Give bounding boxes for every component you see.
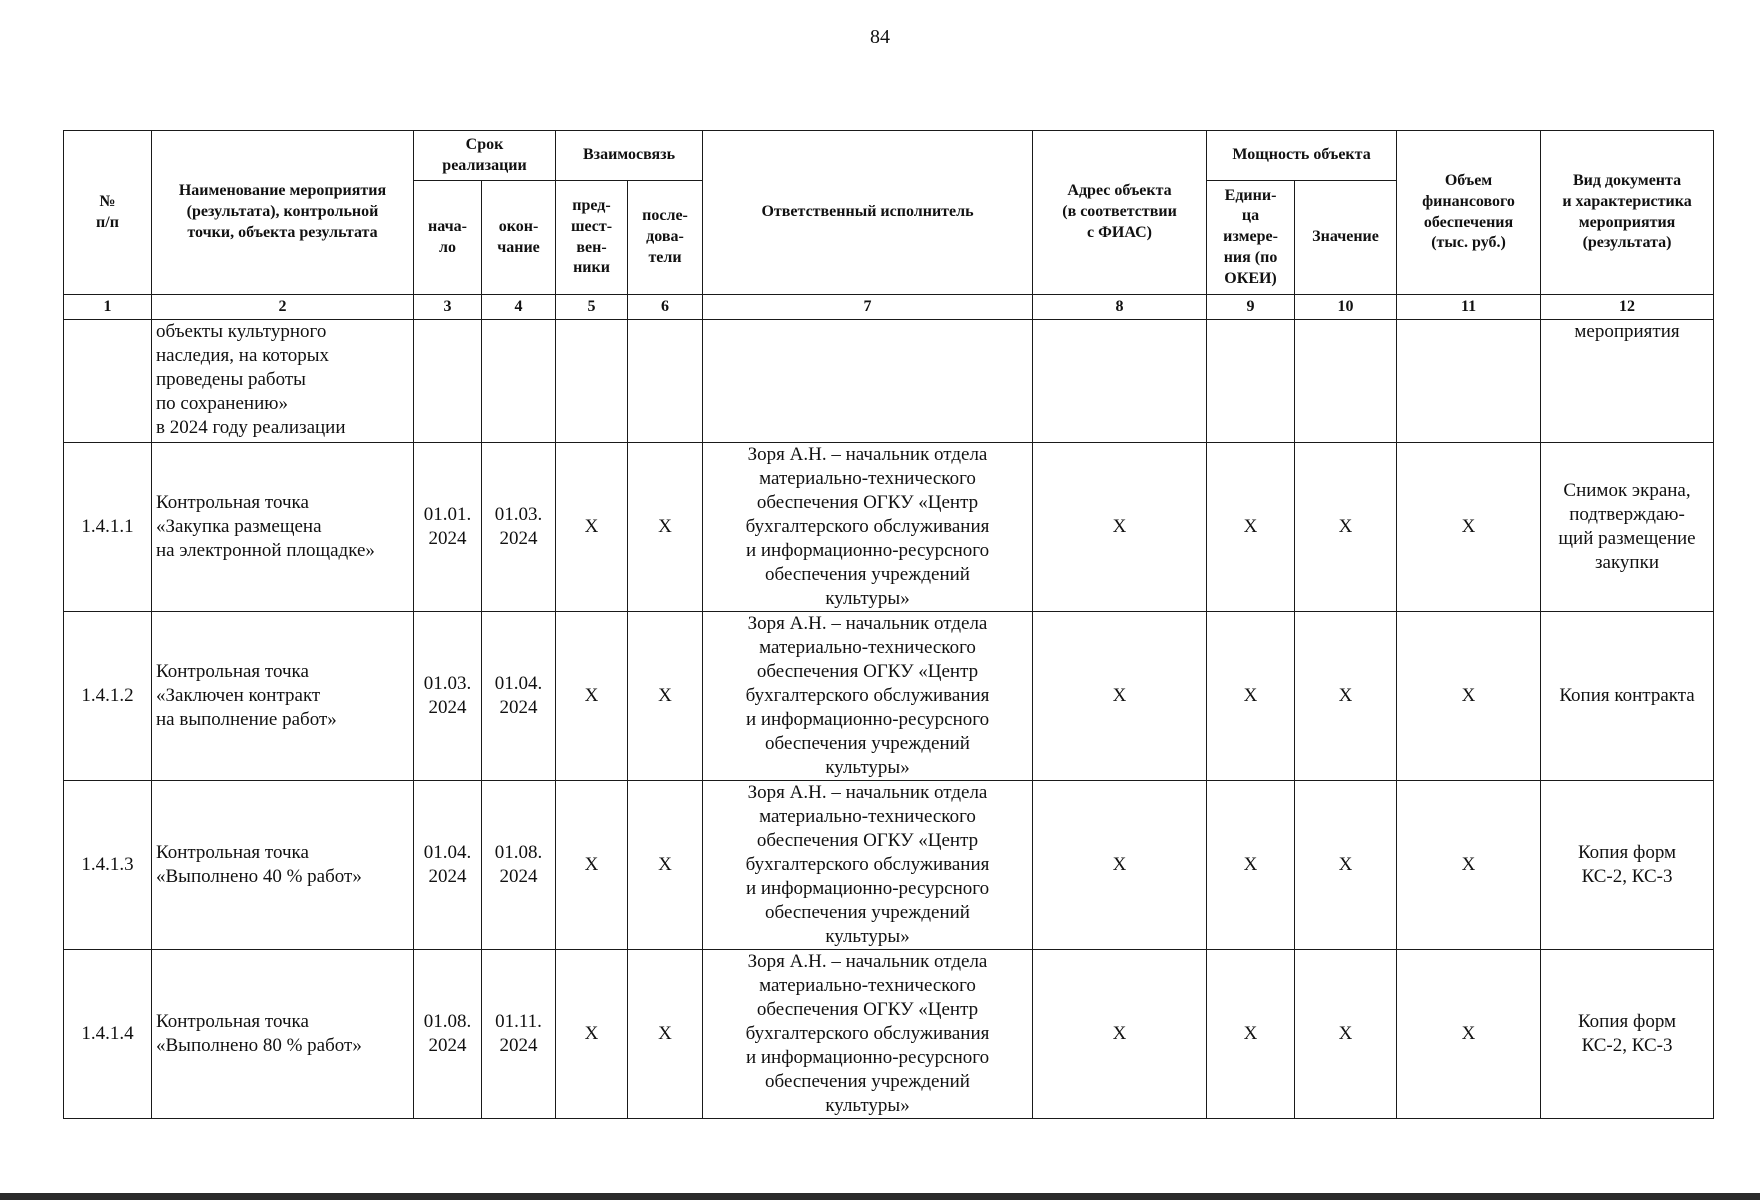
header-term-start: нача- ло: [414, 181, 482, 295]
cell-succ: X: [628, 781, 703, 950]
header-unit: Едини- ца измере- ния (по ОКЕИ): [1207, 181, 1295, 295]
cell-succ: [628, 320, 703, 443]
table-row: [64, 612, 1714, 781]
column-number: 8: [1033, 295, 1207, 320]
cell-doc: мероприятия: [1541, 320, 1714, 443]
cell-funding: X: [1397, 612, 1541, 781]
header-name: Наименование мероприятия (результата), контрольной точки, объекта результата: [152, 131, 414, 295]
header-term: Срок реализации: [414, 131, 556, 181]
cell-end: [482, 320, 556, 443]
cell-end: 01.03. 2024: [482, 443, 556, 612]
header-responsible: Ответственный исполнитель: [703, 131, 1033, 295]
cell-unit: X: [1207, 950, 1295, 1119]
cell-doc: Копия форм КС-2, КС-3: [1541, 950, 1714, 1119]
cell-end: 01.08. 2024: [482, 781, 556, 950]
cell-start: [414, 320, 482, 443]
cell-address: X: [1033, 950, 1207, 1119]
header-link: Взаимосвязь: [556, 131, 703, 181]
cell-value: X: [1295, 950, 1397, 1119]
table-row: [64, 781, 1714, 950]
cell-num: 1.4.1.1: [64, 443, 152, 612]
scan-edge-band: [0, 1193, 1760, 1200]
continuation-row: [64, 320, 1714, 443]
cell-address: X: [1033, 443, 1207, 612]
header-link-succ: после- дова- тели: [628, 181, 703, 295]
cell-value: X: [1295, 443, 1397, 612]
cell-value: X: [1295, 612, 1397, 781]
schedule-table: [63, 130, 1714, 1119]
cell-pred: X: [556, 781, 628, 950]
cell-succ: X: [628, 950, 703, 1119]
cell-end: 01.11. 2024: [482, 950, 556, 1119]
cell-funding: X: [1397, 443, 1541, 612]
column-number: 11: [1397, 295, 1541, 320]
column-number: 5: [556, 295, 628, 320]
cell-num: [64, 320, 152, 443]
cell-doc: Копия контракта: [1541, 612, 1714, 781]
header-num: № п/п: [64, 131, 152, 295]
column-number: 3: [414, 295, 482, 320]
cell-succ: X: [628, 612, 703, 781]
cell-address: X: [1033, 781, 1207, 950]
cell-funding: X: [1397, 950, 1541, 1119]
cell-responsible: Зоря А.Н. – начальник отдела материально-технического обеспечения ОГКУ «Центр бухгалтерского обслуживания и информационно-ресурсного обеспечения учреждений культуры»: [703, 781, 1033, 950]
header-address: Адрес объекта (в соответствии с ФИАС): [1033, 131, 1207, 295]
cell-responsible: [703, 320, 1033, 443]
cell-pred: X: [556, 443, 628, 612]
cell-start: 01.04. 2024: [414, 781, 482, 950]
cell-name: Контрольная точка «Выполнено 80 % работ»: [152, 950, 414, 1119]
column-number-row: [64, 295, 1714, 320]
column-number: 1: [64, 295, 152, 320]
cell-doc: Снимок экрана, подтверждаю- щий размещение закупки: [1541, 443, 1714, 612]
table-row: [64, 950, 1714, 1119]
cell-name: объекты культурного наследия, на которых проведены работы по сохранению» в 2024 году реализации: [152, 320, 414, 443]
column-number: 7: [703, 295, 1033, 320]
header-term-end: окон- чание: [482, 181, 556, 295]
column-number: 2: [152, 295, 414, 320]
column-number: 10: [1295, 295, 1397, 320]
column-number: 4: [482, 295, 556, 320]
cell-num: 1.4.1.4: [64, 950, 152, 1119]
cell-doc: Копия форм КС-2, КС-3: [1541, 781, 1714, 950]
cell-responsible: Зоря А.Н. – начальник отдела материально-технического обеспечения ОГКУ «Центр бухгалтерского обслуживания и информационно-ресурсного обеспечения учреждений культуры»: [703, 443, 1033, 612]
cell-address: X: [1033, 612, 1207, 781]
cell-value: X: [1295, 781, 1397, 950]
cell-value: [1295, 320, 1397, 443]
cell-num: 1.4.1.2: [64, 612, 152, 781]
cell-unit: X: [1207, 781, 1295, 950]
header-link-pred: пред- шест- вен- ники: [556, 181, 628, 295]
page-number: 84: [870, 26, 890, 48]
cell-unit: X: [1207, 612, 1295, 781]
header-value: Значение: [1295, 181, 1397, 295]
cell-start: 01.01. 2024: [414, 443, 482, 612]
cell-address: [1033, 320, 1207, 443]
cell-start: 01.03. 2024: [414, 612, 482, 781]
table-row: [64, 443, 1714, 612]
column-number: 9: [1207, 295, 1295, 320]
cell-pred: X: [556, 612, 628, 781]
cell-unit: X: [1207, 443, 1295, 612]
cell-name: Контрольная точка «Закупка размещена на электронной площадке»: [152, 443, 414, 612]
header-capacity: Мощность объекта: [1207, 131, 1397, 181]
cell-name: Контрольная точка «Выполнено 40 % работ»: [152, 781, 414, 950]
column-number: 6: [628, 295, 703, 320]
cell-name: Контрольная точка «Заключен контракт на выполнение работ»: [152, 612, 414, 781]
cell-num: 1.4.1.3: [64, 781, 152, 950]
cell-responsible: Зоря А.Н. – начальник отдела материально-технического обеспечения ОГКУ «Центр бухгалтерского обслуживания и информационно-ресурсного обеспечения учреждений культуры»: [703, 950, 1033, 1119]
header-funding: Объем финансового обеспечения (тыс. руб.): [1397, 131, 1541, 295]
cell-pred: [556, 320, 628, 443]
cell-end: 01.04. 2024: [482, 612, 556, 781]
cell-unit: [1207, 320, 1295, 443]
cell-funding: [1397, 320, 1541, 443]
cell-responsible: Зоря А.Н. – начальник отдела материально-технического обеспечения ОГКУ «Центр бухгалтерского обслуживания и информационно-ресурсного обеспечения учреждений культуры»: [703, 612, 1033, 781]
cell-start: 01.08. 2024: [414, 950, 482, 1119]
header-doc: Вид документа и характеристика мероприятия (результата): [1541, 131, 1714, 295]
cell-funding: X: [1397, 781, 1541, 950]
cell-succ: X: [628, 443, 703, 612]
column-number: 12: [1541, 295, 1714, 320]
cell-pred: X: [556, 950, 628, 1119]
